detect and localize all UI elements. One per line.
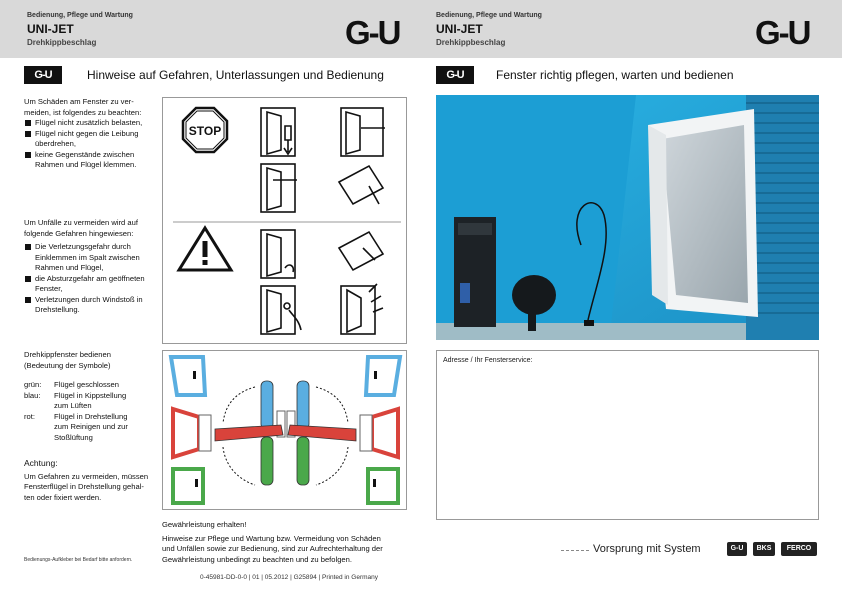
tilt-window-icon-left bbox=[171, 357, 205, 395]
key-blue-value-2: zum Lüften bbox=[54, 401, 92, 410]
operation-symbols-box bbox=[162, 350, 407, 510]
accident-bullet-1-l3: Rahmen und Flügel, bbox=[35, 263, 104, 272]
open-window-icon bbox=[648, 109, 758, 317]
warranty-block bbox=[162, 520, 412, 565]
color-key-red-l3 bbox=[24, 433, 164, 444]
damage-bullet-2-cont: überdrehen, bbox=[35, 139, 76, 148]
sticker-note: Bedienungs-Aufkleber bei Bedarf bitte anfordern. bbox=[24, 557, 133, 563]
brand-bks: BKS bbox=[753, 542, 775, 556]
key-green-label: grün: bbox=[24, 380, 42, 389]
left-doc-title: UNI-JET bbox=[27, 22, 74, 36]
operate-heading bbox=[24, 350, 159, 371]
right-page bbox=[421, 0, 842, 595]
room-photo-image bbox=[436, 95, 819, 340]
attention-line-3: ten oder fixiert werden. bbox=[24, 492, 102, 502]
right-section-badge: G-U bbox=[436, 66, 474, 84]
right-section-title: Fenster richtig pflegen, warten und bedienen bbox=[496, 68, 734, 82]
operate-title: Drehkippfenster bedienen bbox=[24, 350, 111, 359]
accident-intro-1: Um Unfälle zu vermeiden wird auf bbox=[24, 218, 138, 227]
handle-position-green-icon bbox=[261, 437, 309, 485]
attention-block bbox=[24, 458, 164, 503]
hazard-illustrations bbox=[163, 98, 408, 345]
key-blue-label: blau: bbox=[24, 390, 41, 400]
damage-bullet-2: Flügel nicht gegen die Leibung bbox=[24, 129, 159, 140]
address-label: Adresse / Ihr Fensterservice: bbox=[443, 357, 533, 364]
key-blue-value-1: Flügel in Kippstellung bbox=[54, 390, 127, 400]
color-key-red bbox=[24, 412, 164, 423]
accident-bullet-2-l2: Fenster, bbox=[35, 284, 63, 293]
color-key-blue-l2 bbox=[24, 401, 164, 412]
accident-bullet-3: Verletzungen durch Windstoß in bbox=[24, 295, 159, 306]
left-gu-logo: G-U bbox=[345, 14, 400, 51]
damage-text bbox=[24, 97, 159, 171]
accident-bullet-2: die Absturzgefahr am geöffneten bbox=[24, 274, 159, 285]
left-doc-subtitle: Drehkippbeschlag bbox=[27, 38, 97, 47]
right-breadcrumb: Bedienung, Pflege und Wartung bbox=[436, 12, 542, 19]
right-header bbox=[421, 0, 842, 58]
accident-bullet-1: Die Verletzungsgefahr durch bbox=[24, 242, 159, 253]
damage-bullet-3: keine Gegenstände zwischen bbox=[24, 150, 159, 161]
key-green-value: Flügel geschlossen bbox=[54, 380, 120, 389]
turn-window-icon-right bbox=[360, 409, 398, 457]
brand-bar bbox=[561, 536, 821, 562]
tilt-window-icon-right bbox=[366, 357, 400, 395]
handle-position-red-icon bbox=[215, 411, 356, 441]
damage-bullet-3-cont: Rahmen und Flügel klemmen. bbox=[35, 160, 137, 169]
key-red-value-1: Flügel in Drehstellung bbox=[54, 411, 128, 421]
accident-bullet-3-l2: Drehstellung. bbox=[35, 305, 80, 314]
brand-gu: G-U bbox=[727, 542, 747, 556]
closed-window-icon-right bbox=[368, 469, 398, 503]
right-doc-title: UNI-JET bbox=[436, 22, 483, 36]
operation-illustrations bbox=[163, 351, 408, 511]
closed-window-icon-left bbox=[173, 469, 203, 503]
hazard-illustration-box bbox=[162, 97, 407, 344]
key-red-value-3: Stoßlüftung bbox=[54, 432, 93, 442]
attention-line-2: Fensterflügel in Drehstellung gehal- bbox=[24, 482, 144, 491]
right-doc-subtitle: Drehkippbeschlag bbox=[436, 38, 506, 47]
slogan-divider bbox=[561, 550, 589, 551]
left-header bbox=[0, 0, 421, 58]
key-red-label: rot: bbox=[24, 411, 35, 421]
color-key bbox=[24, 380, 164, 443]
damage-intro-2: meiden, ist folgendes zu beachten: bbox=[24, 107, 142, 117]
warranty-line-1: Hinweise zur Pflege und Wartung bzw. Vermeidung von Schäden bbox=[162, 533, 381, 543]
left-section-bar bbox=[0, 64, 421, 86]
key-red-value-2: zum Reinigen und zur bbox=[54, 422, 128, 431]
turn-window-icon-left bbox=[173, 409, 211, 457]
warranty-title: Gewährleistung erhalten! bbox=[162, 520, 247, 529]
left-section-badge: G-U bbox=[24, 66, 62, 84]
stop-sign-label: STOP bbox=[188, 124, 222, 138]
address-box[interactable] bbox=[436, 350, 819, 520]
right-section-bar bbox=[421, 64, 842, 86]
warning-triangle-icon bbox=[179, 228, 231, 270]
operate-subtitle: (Bedeutung der Symbole) bbox=[24, 360, 111, 370]
left-section-title: Hinweise auf Gefahren, Unterlassungen und Bedienung bbox=[87, 68, 384, 82]
accident-bullet-1-l2: Einklemmen im Spalt zwischen bbox=[35, 252, 140, 262]
accident-text bbox=[24, 218, 159, 316]
color-key-green bbox=[24, 380, 164, 391]
damage-intro-1: Um Schäden am Fenster zu ver- bbox=[24, 97, 134, 106]
accident-intro-2: folgende Gefahren hingewiesen: bbox=[24, 228, 134, 238]
damage-bullet-1: Flügel nicht zusätzlich belasten, bbox=[24, 118, 159, 129]
window-sketch-icons bbox=[261, 108, 385, 334]
attention-title: Achtung: bbox=[24, 458, 58, 468]
warranty-line-3: Gewährleistung unbedingt zu beachten und zu befolgen. bbox=[162, 554, 352, 564]
brand-ferco: FERCO bbox=[781, 542, 817, 556]
warranty-line-2: und Unfällen sowie zur Bedienung, sind zur Aufrechterhaltung der bbox=[162, 544, 383, 553]
color-key-blue bbox=[24, 391, 164, 402]
left-breadcrumb: Bedienung, Pflege und Wartung bbox=[27, 12, 133, 19]
room-photo bbox=[436, 95, 819, 340]
color-key-red-l2 bbox=[24, 422, 164, 433]
right-gu-logo: G-U bbox=[755, 14, 810, 51]
shelf-icon bbox=[454, 217, 496, 327]
slogan: Vorsprung mit System bbox=[593, 543, 701, 555]
attention-line-1: Um Gefahren zu vermeiden, müssen bbox=[24, 471, 149, 481]
document-number: 0-45981-DD-0-0 | 01 | 05.2012 | G25894 | Printed in Germany bbox=[200, 574, 379, 581]
